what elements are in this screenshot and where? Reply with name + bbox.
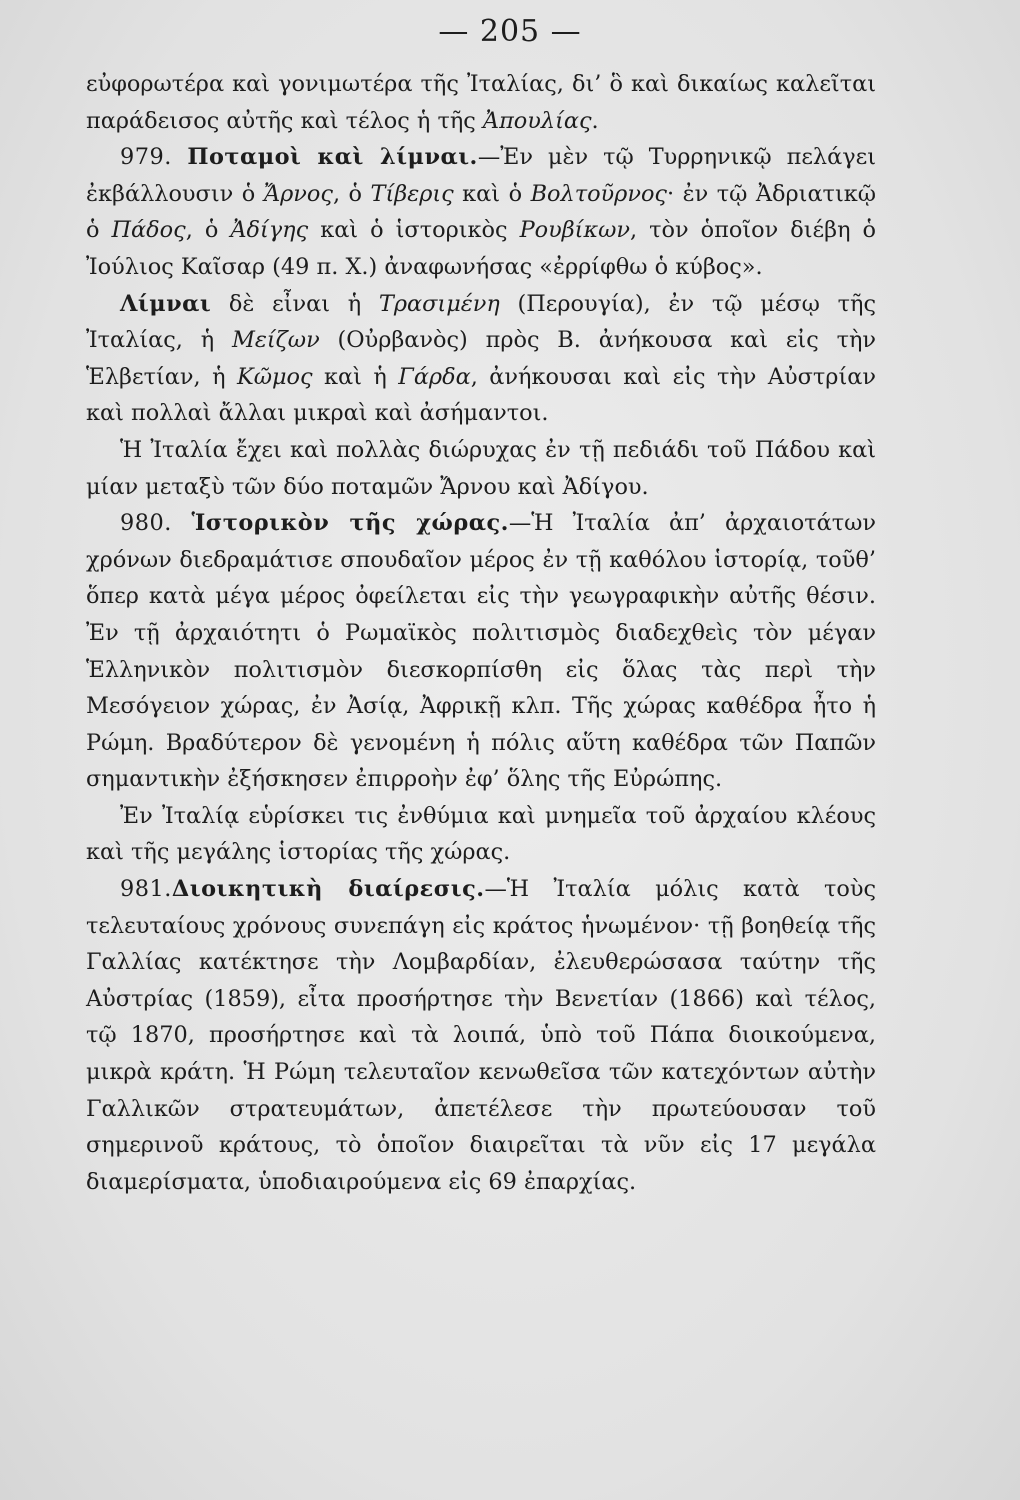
italic-term: Βολτοῦρνος (530, 180, 667, 207)
section-979 (86, 139, 876, 285)
paragraph-text: καὶ ἡ (312, 363, 399, 390)
paragraph-text: , ὁ (185, 217, 231, 244)
italic-term: Γάρδα (398, 363, 471, 390)
section-number: 980. (120, 510, 192, 537)
section-heading: Ἱστορικὸν τῆς χώρας. (191, 510, 509, 537)
paragraph-text: (Οὐρβανὸς) πρὸς Β. ἀνήκουσα καὶ εἰς τὴν Ἑλβετίαν, ἡ (86, 327, 876, 390)
paragraph-text: —Ἡ Ἰταλία ἀπ’ ἀρχαιοτάτων χρόνων διεδραμάτισε σπουδαῖον μέρος ἐν τῇ καθόλου ἱστορίᾳ, τοῦθ’ ὅπερ κατὰ μέγα μέρος ὀφείλεται εἰς τὴν γεωγραφικὴν αὐτῆς θέσιν. Ἐν τῇ ἀρχαιότητι ὁ Ρωμαϊκὸς πολιτισμὸς διαδεχθεὶς τὸν μέγαν Ἑλληνικὸν πολιτισμὸν διεσκορπίσθη εἰς ὅλας τὰς περὶ τὴν Μεσόγειον χώρας, ἐν Ἀσίᾳ, Ἀφρικῇ κλπ. Τῆς χώρας καθέδρα ἦτο ἡ Ρώμη. Βραδύτερον δὲ γενομένη ἡ πόλις αὕτη καθέδρα τῶν Παπῶν σημαντικὴν ἐξήσκησεν ἐπιρροὴν ἐφ’ ὅλης τῆς Εὐρώπης. (86, 510, 876, 793)
paragraph-text: , τὸν ὁποῖον διέβη ὁ Ἰούλιος Καῖσαρ (49 π. Χ.) ἀναφωνήσας «ἐρρίφθω ὁ κύβος». (86, 217, 877, 280)
italic-term: Κῶμος (236, 363, 313, 390)
paragraph-monuments: Ἐν Ἰταλίᾳ εὑρίσκει τις ἐνθύμια καὶ μνημεῖα τοῦ ἀρχαίου κλέους καὶ τῆς μεγάλης ἱστορίας τῆς χώρας. (86, 802, 876, 866)
paragraph-text: . (591, 107, 599, 134)
paragraph-text: (Περουγία), ἐν τῷ μέσῳ τῆς Ἰταλίας, ἡ (86, 290, 876, 354)
italic-term: Ἀπουλίας (482, 107, 592, 134)
italic-term: Ἀδίγης (230, 217, 309, 244)
italic-term: Μείζων (231, 327, 320, 354)
paragraph-apulia (86, 66, 876, 139)
paragraph-text: εὐφορωτέρα καὶ γονιμωτέρα τῆς Ἰταλίας, δι’ ὃ καὶ δικαίως καλεῖται παράδεισος αὐτῆς καὶ τέλος ἡ τῆς (86, 71, 876, 134)
paragraph-canals: Ἡ Ἰταλία ἔχει καὶ πολλὰς διώρυχας ἐν τῇ πεδιάδι τοῦ Πάδου καὶ μίαν μεταξὺ τῶν δύο ποταμῶν Ἄρνου καὶ Ἀδίγου. (86, 436, 876, 500)
paragraph-text: , ἀνήκουσαι καὶ εἰς τὴν Αὐστρίαν καὶ πολλαὶ ἄλλαι μικραὶ καὶ ἀσήμαντοι. (86, 363, 876, 427)
paragraph-text: · ἐν τῷ Ἀδριατικῷ ὁ (86, 180, 876, 244)
section-heading: Λίμναι (120, 290, 212, 317)
paragraph-text: —Ἐν μὲν τῷ Τυρρηνικῷ πελάγει ἐκβάλλουσιν ὁ (86, 144, 877, 207)
paragraph-text: δὲ εἶναι ἡ (211, 290, 379, 317)
section-980 (86, 505, 876, 798)
section-number: 981. (120, 876, 172, 903)
section-heading: Ποταμοὶ καὶ λίμναι. (187, 144, 478, 171)
page-number: — 205 — (438, 14, 582, 49)
paragraph-lakes (86, 286, 876, 432)
italic-term: Τρασιμένη (378, 290, 500, 317)
section-981 (86, 871, 876, 1200)
paragraph-text: —Ἡ Ἰταλία μόλις κατὰ τοὺς τελευταίους χρόνους συνεπάγη εἰς κράτος ἡνωμένον· τῇ βοηθείᾳ τῆς Γαλλίας κατέκτησε τὴν Λομβαρδίαν, ἐλευθερώσασα ταύτην τῆς Αὐστρίας (1859), εἶτα προσήρτησε τὴν Βενετίαν (1866) καὶ τέλος, τῷ 1870, προσήρτησε καὶ τὰ λοιπά, ὑπὸ τοῦ Πάπα διοικούμενα, μικρὰ κράτη. Ἡ Ρώμη τελευταῖον κενωθεῖσα τῶν κατεχόντων αὐτὴν Γαλλικῶν στρατευμάτων, ἀπετέλεσε τὴν πρωτεύουσαν τοῦ σημερινοῦ κράτους, τὸ ὁποῖον διαιρεῖται τὰ νῦν εἰς 17 μεγάλα διαμερίσματα, ὑποδιαιρούμενα εἰς 69 ἐπαρχίας. (86, 876, 876, 1195)
italic-term: Τίβερις (370, 180, 454, 207)
paragraph-text: καὶ ὁ ἱστορικὸς (308, 217, 520, 244)
section-number: 979. (120, 144, 188, 171)
paragraph-text: καὶ ὁ (453, 180, 531, 207)
italic-term: Ρουβίκων (519, 217, 631, 244)
body-text (86, 66, 876, 1200)
section-heading: Διοικητικὴ διαίρεσις. (171, 876, 485, 903)
italic-term: Πάδος (111, 217, 186, 244)
paragraph-text: , ὁ (332, 180, 371, 207)
italic-term: Ἄρνος (263, 180, 333, 207)
